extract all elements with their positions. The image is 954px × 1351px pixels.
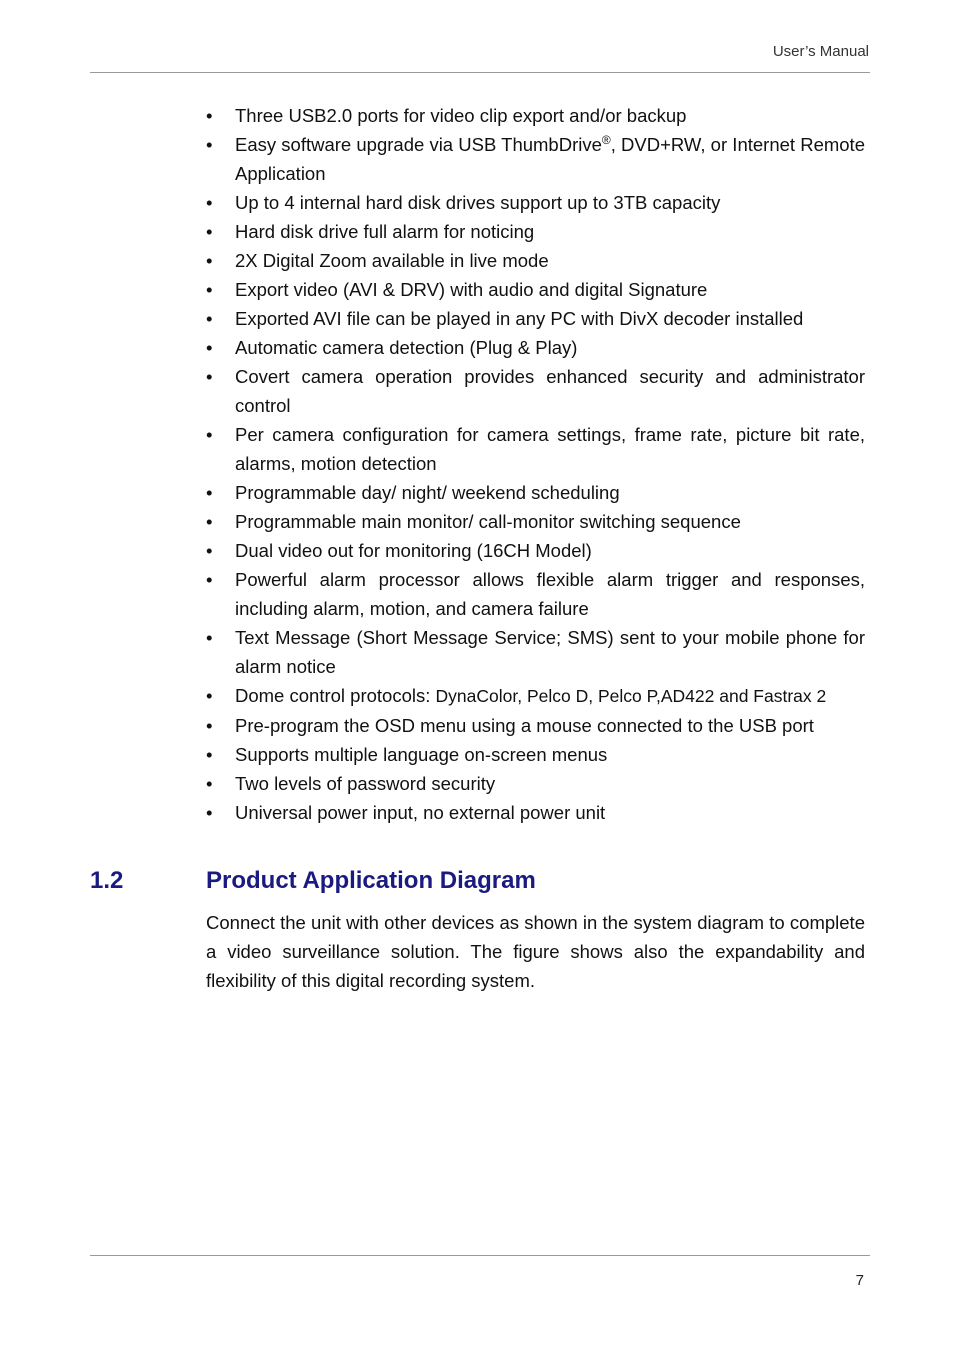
list-item: [206, 304, 865, 333]
list-item-text: Exported AVI file can be played in any PC with DivX decoder installed: [235, 308, 804, 329]
list-item-text: Text Message (Short Message Service; SMS) sent to your mobile phone for alarm notice: [235, 627, 865, 677]
list-item-text: Two levels of password security: [235, 773, 496, 794]
list-item: [206, 101, 865, 130]
list-item: [206, 130, 865, 188]
bullet-icon: •: [206, 337, 213, 358]
list-item-text: 2X Digital Zoom available in live mode: [235, 250, 549, 271]
list-item: [206, 536, 865, 565]
list-item-text: Up to 4 internal hard disk drives support up to 3TB capacity: [235, 192, 721, 213]
section-title: Product Application Diagram: [206, 867, 536, 894]
list-item: [206, 798, 865, 827]
bullet-icon: •: [206, 773, 213, 794]
footer-divider: [90, 1255, 870, 1256]
bullet-icon: •: [206, 192, 213, 213]
bullet-icon: •: [206, 366, 213, 387]
list-item: [206, 246, 865, 275]
list-item-text: Easy software upgrade via USB ThumbDrive: [235, 134, 602, 155]
list-item: [206, 275, 865, 304]
list-item-text: Dome control protocols:: [235, 685, 436, 706]
bullet-icon: •: [206, 802, 213, 823]
bullet-icon: •: [206, 482, 213, 503]
list-item-text-continued: , DVD+RW, or Internet Remote Application: [235, 134, 865, 184]
list-item-text: Hard disk drive full alarm for noticing: [235, 221, 535, 242]
protocol-list: DynaColor, Pelco D, Pelco P,AD422 and Fastrax 2: [435, 686, 827, 706]
bullet-icon: •: [206, 715, 213, 736]
list-item: [206, 740, 865, 769]
list-item-text: Programmable day/ night/ weekend scheduling: [235, 482, 620, 503]
list-item-text: Powerful alarm processor allows flexible alarm trigger and responses, including alarm, motion, and camera failure: [235, 569, 865, 619]
list-item-text: Dual video out for monitoring (16CH Model): [235, 540, 592, 561]
list-item: [206, 362, 865, 420]
list-item-text: Automatic camera detection (Plug & Play): [235, 337, 578, 358]
section-number: 1.2: [90, 867, 124, 894]
bullet-icon: •: [206, 540, 213, 561]
bullet-icon: •: [206, 279, 213, 300]
list-item: [206, 565, 865, 623]
bullet-icon: •: [206, 250, 213, 271]
bullet-icon: •: [206, 424, 213, 445]
list-item-text: Programmable main monitor/ call-monitor switching sequence: [235, 511, 741, 532]
list-item-text: Per camera configuration for camera settings, frame rate, picture bit rate, alarms, motion detection: [235, 424, 865, 474]
list-item: [206, 681, 865, 711]
page-number: 7: [855, 1272, 864, 1289]
list-item: [206, 507, 865, 536]
list-item: [206, 478, 865, 507]
list-item: [206, 769, 865, 798]
list-item-text: Three USB2.0 ports for video clip export and/or backup: [235, 105, 687, 126]
header-divider: [90, 72, 870, 73]
section-body: Connect the unit with other devices as shown in the system diagram to complete a video surveillance solution. The figure shows also the expandability and flexibility of this digital recording system.: [206, 912, 865, 991]
bullet-icon: •: [206, 511, 213, 532]
bullet-icon: •: [206, 569, 213, 590]
bullet-icon: •: [206, 221, 213, 242]
list-item: [206, 188, 865, 217]
registered-mark: ®: [601, 132, 611, 147]
bullet-icon: •: [206, 308, 213, 329]
bullet-icon: •: [206, 744, 213, 765]
list-item: [206, 420, 865, 478]
list-item-text: Export video (AVI & DRV) with audio and digital Signature: [235, 279, 708, 300]
bullet-icon: •: [206, 105, 213, 126]
bullet-icon: •: [206, 685, 213, 706]
list-item: [206, 711, 865, 740]
list-item-text: Universal power input, no external power unit: [235, 802, 606, 823]
bullet-icon: •: [206, 627, 213, 648]
list-item: [206, 217, 865, 246]
list-item-text: Supports multiple language on-screen menus: [235, 744, 608, 765]
list-item-text: Pre-program the OSD menu using a mouse connected to the USB port: [235, 715, 814, 736]
bullet-icon: •: [206, 134, 213, 155]
list-item-text: Covert camera operation provides enhanced security and administrator control: [235, 366, 865, 416]
running-header: User’s Manual: [772, 43, 869, 60]
list-item: [206, 623, 865, 681]
list-item: [206, 333, 865, 362]
feature-list: [206, 101, 865, 827]
